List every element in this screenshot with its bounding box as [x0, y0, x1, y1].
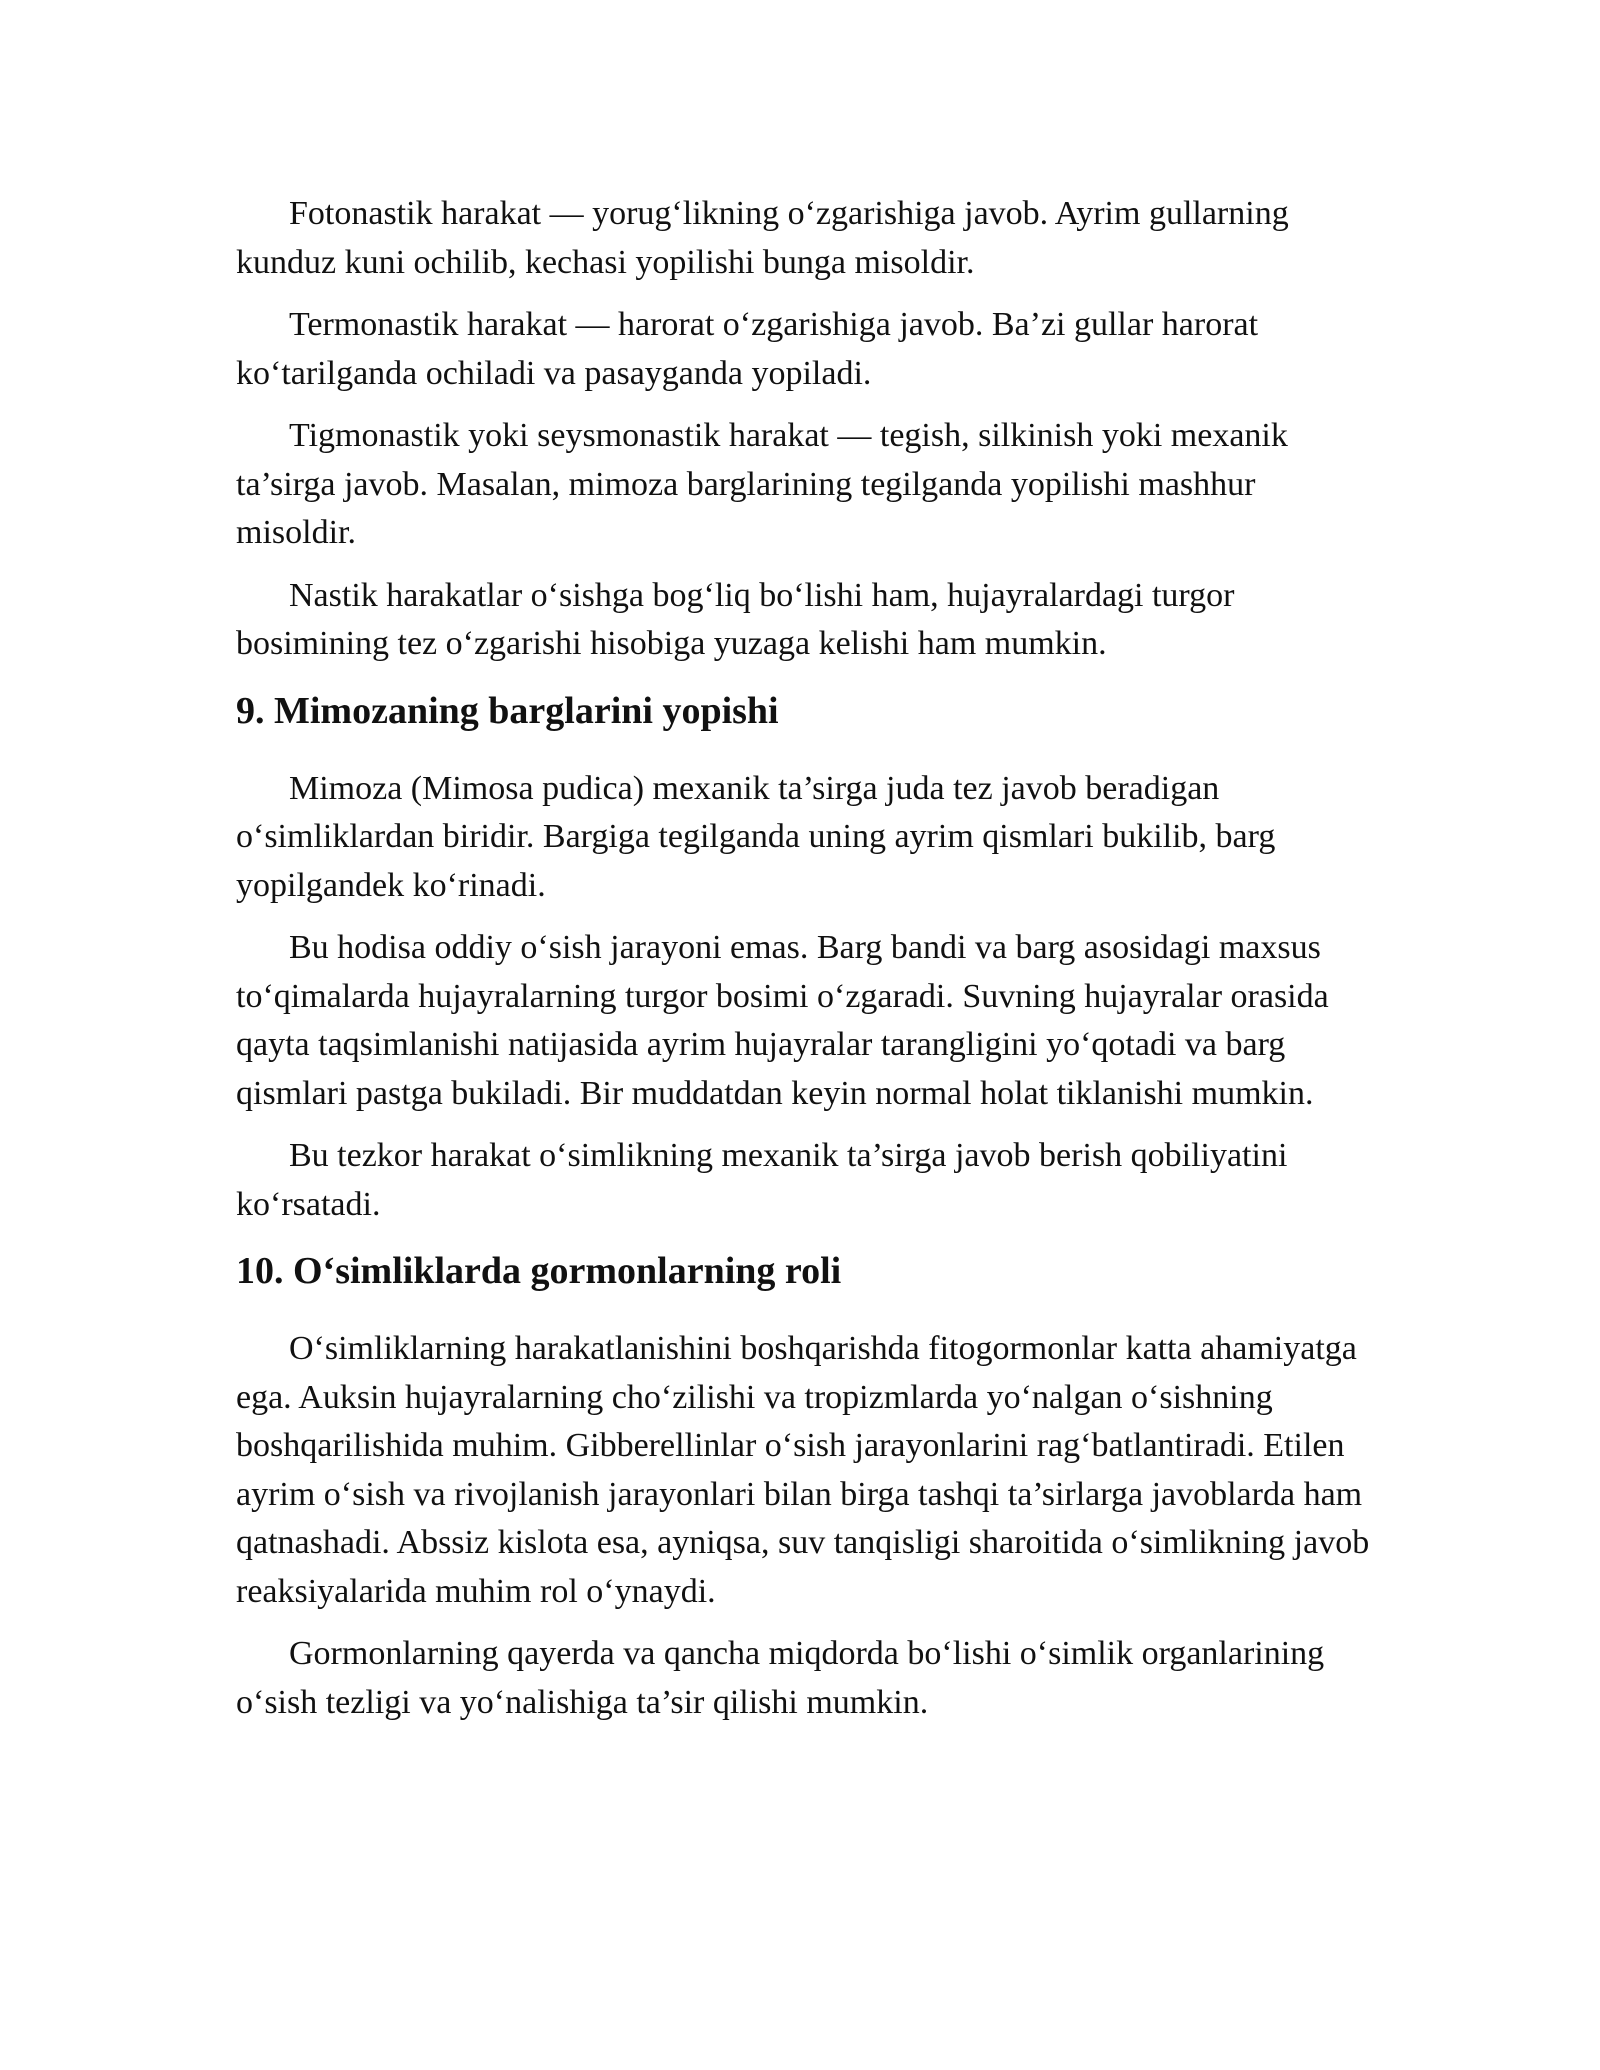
section-10	[236, 1247, 1371, 1727]
paragraph: Nastik harakatlar o‘sishga bog‘liq bo‘lishi ham, hujayralardagi turgor bosimining tez o‘zgarishi hisobiga yuzaga kelishi ham mumkin.	[236, 576, 1235, 662]
document-page	[236, 190, 1371, 1741]
section-heading: 9. Mimozaning barglarini yopishi	[236, 689, 779, 732]
paragraph: Mimoza (Mimosa pudica) mexanik ta’sirga juda tez javob beradigan o‘simliklardan biridir. Bargiga tegilganda uning ayrim qismlari bukilib, barg yopilgandek ko‘rinadi.	[236, 769, 1276, 904]
paragraph: Bu hodisa oddiy o‘sish jarayoni emas. Barg bandi va barg asosidagi maxsus to‘qimalarda hujayralarning turgor bosimi o‘zgaradi. Suvning hujayralar orasida qayta taqsimlanishi natijasida ayrim hujayralar tarangligini yo‘qotadi va barg qismlari pastga bukiladi. Bir muddatdan keyin normal holat tiklanishi mumkin.	[236, 929, 1329, 1112]
section-intro	[236, 190, 1371, 669]
paragraph: Gormonlarning qayerda va qancha miqdorda bo‘lishi o‘simlik organlarining o‘sish tezligi va yo‘nalishiga ta’sir qilishi mumkin.	[236, 1635, 1325, 1721]
paragraph: O‘simliklarning harakatlanishini boshqarishda fitogormonlar katta ahamiyatga ega. Auksin hujayralarning cho‘zilishi va tropizmlarda yo‘nalgan o‘sishning boshqarilishida muhim. Gibberellinlar o‘sish jarayonlarini rag‘batlantiradi. Etilen ayrim o‘sish va rivojlanish jarayonlari bilan birga tashqi ta’sirlarga javoblarda ham qatnashadi. Abssiz kislota esa, ayniqsa, suv tanqisligi sharoitida o‘simlikning javob reaksiyalarida muhim rol o‘ynaydi.	[236, 1330, 1370, 1610]
section-9	[236, 687, 1371, 1230]
paragraph: Fotonastik harakat — yorug‘likning o‘zgarishiga javob. Ayrim gullarning kunduz kuni ochilib, kechasi yopilishi bunga misoldir.	[236, 195, 1289, 281]
section-heading: 10. O‘simliklarda gormonlarning roli	[236, 1250, 842, 1292]
paragraph: Tigmonastik yoki seysmonastik harakat — tegish, silkinish yoki mexanik ta’sirga javob. Masalan, mimoza barglarining tegilganda yopilishi mashhur misoldir.	[236, 417, 1288, 551]
paragraph: Bu tezkor harakat o‘simlikning mexanik ta’sirga javob berish qobiliyatini ko‘rsatadi.	[236, 1137, 1288, 1223]
paragraph: Termonastik harakat — harorat o‘zgarishiga javob. Ba’zi gullar harorat ko‘tarilganda ochiladi va pasayganda yopiladi.	[236, 306, 1259, 392]
